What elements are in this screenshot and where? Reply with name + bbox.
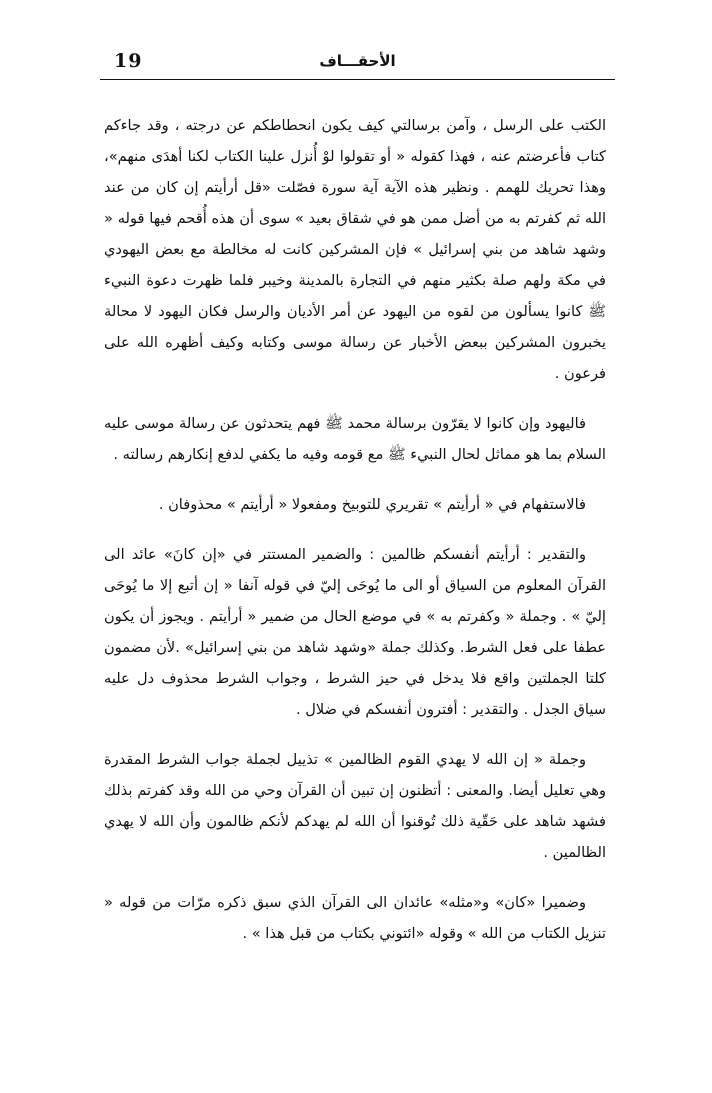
paragraph-1: الكتب على الرسل ، وآمن برسالتي كيف يكون انحطاطكم عن درجته ، وقد جاءكم كتاب فأعرضتم عنه ، فهذا كقوله « أو تقولوا لوْ أُنزل علينا الكتاب لكنا أهدَى منهم»، وهذا تحريك للهمم . ونظير هذه الآية آية سورة فصّلت «قل أرأيتم إن كان من عند الله ثم كفرتم به من أضل ممن هو في شقاق بعيد » سوى أن هذه أُقحم فيها قوله « وشهد شاهد من بني إسرائيل » فإن المشركين كانت له مخالطة مع بعض اليهودي في مكة ولهم صلة بكثير منهم في التجارة بالمدينة وخيبر فلما ظهرت دعوة النبيء ﷺ كانوا يسألون من لقوه من اليهود عن أمر الأديان والرسل فكان اليهود لا محالة يخبرون المشركين ببعض الأخبار عن رسالة موسى وكتابه وكيف أظهره الله على فرعون .: [104, 117, 606, 382]
paragraph-3: فالاستفهام في « أرأيتم » تقريري للتوبيخ ومفعولا « أرأيتم » محذوفان .: [158, 496, 586, 513]
paragraph-2: فاليهود وإن كانوا لا يقرّون برسالة محمد ﷺ فهم يتحدثون عن رسالة موسى عليه السلام بما هو مماثل لحال النبيء ﷺ مع قومه وفيه ما يكفي لدفع إنكارهم رسالته .: [104, 415, 606, 463]
paragraph-6: وضميرا «كان» و«مثله» عائدان الى القرآن الذي سبق ذكره مرّات من قوله « تنزيل الكتاب من الله » وقوله «ائتوني بكتاب من قبل هذا » .: [104, 894, 606, 942]
paragraph-5: وجملة « إن الله لا يهدي القوم الظالمين » تذييل لجملة جواب الشرط المقدرة وهي تعليل أيضا. والمعنى : أتظنون إن تبين أن القرآن وحي من الله وقد كفرتم بذلك فشهد شاهد على حَقّية ذلك تُوقنوا أن الله لم يهدكم لأنكم ظالمون وأن الله لا يهدي الظالمين .: [104, 751, 606, 861]
page-header: [100, 50, 615, 82]
header-rule: [100, 79, 615, 80]
running-title: الأحقـــاف: [319, 52, 396, 70]
paragraph-4: والتقدير : أرأيتم أنفسكم ظالمين : والضمير المستتر في «إن كانَ» عائد الى القرآن المعلوم من السياق أو الى ما يُوحَى إليّ في قوله آنفا « إن أتبع إلا ما يُوحَى إليّ » . وجملة « وكفرتم به » في موضع الحال من ضمير « أرأيتم . ويجوز أن يكون عطفا على فعل الشرط. وكذلك جملة «وشهد شاهد من بني إسرائيل» .لأن مضمون كلتا الجملتين واقع فلا يدخل في حيز الشرط ، وجواب الشرط محذوف دل عليه سياق الجدل . والتقدير : أفترون أنفسكم في ضلال .: [104, 546, 606, 718]
page-body: [104, 110, 606, 949]
page-number: 19: [114, 50, 143, 72]
